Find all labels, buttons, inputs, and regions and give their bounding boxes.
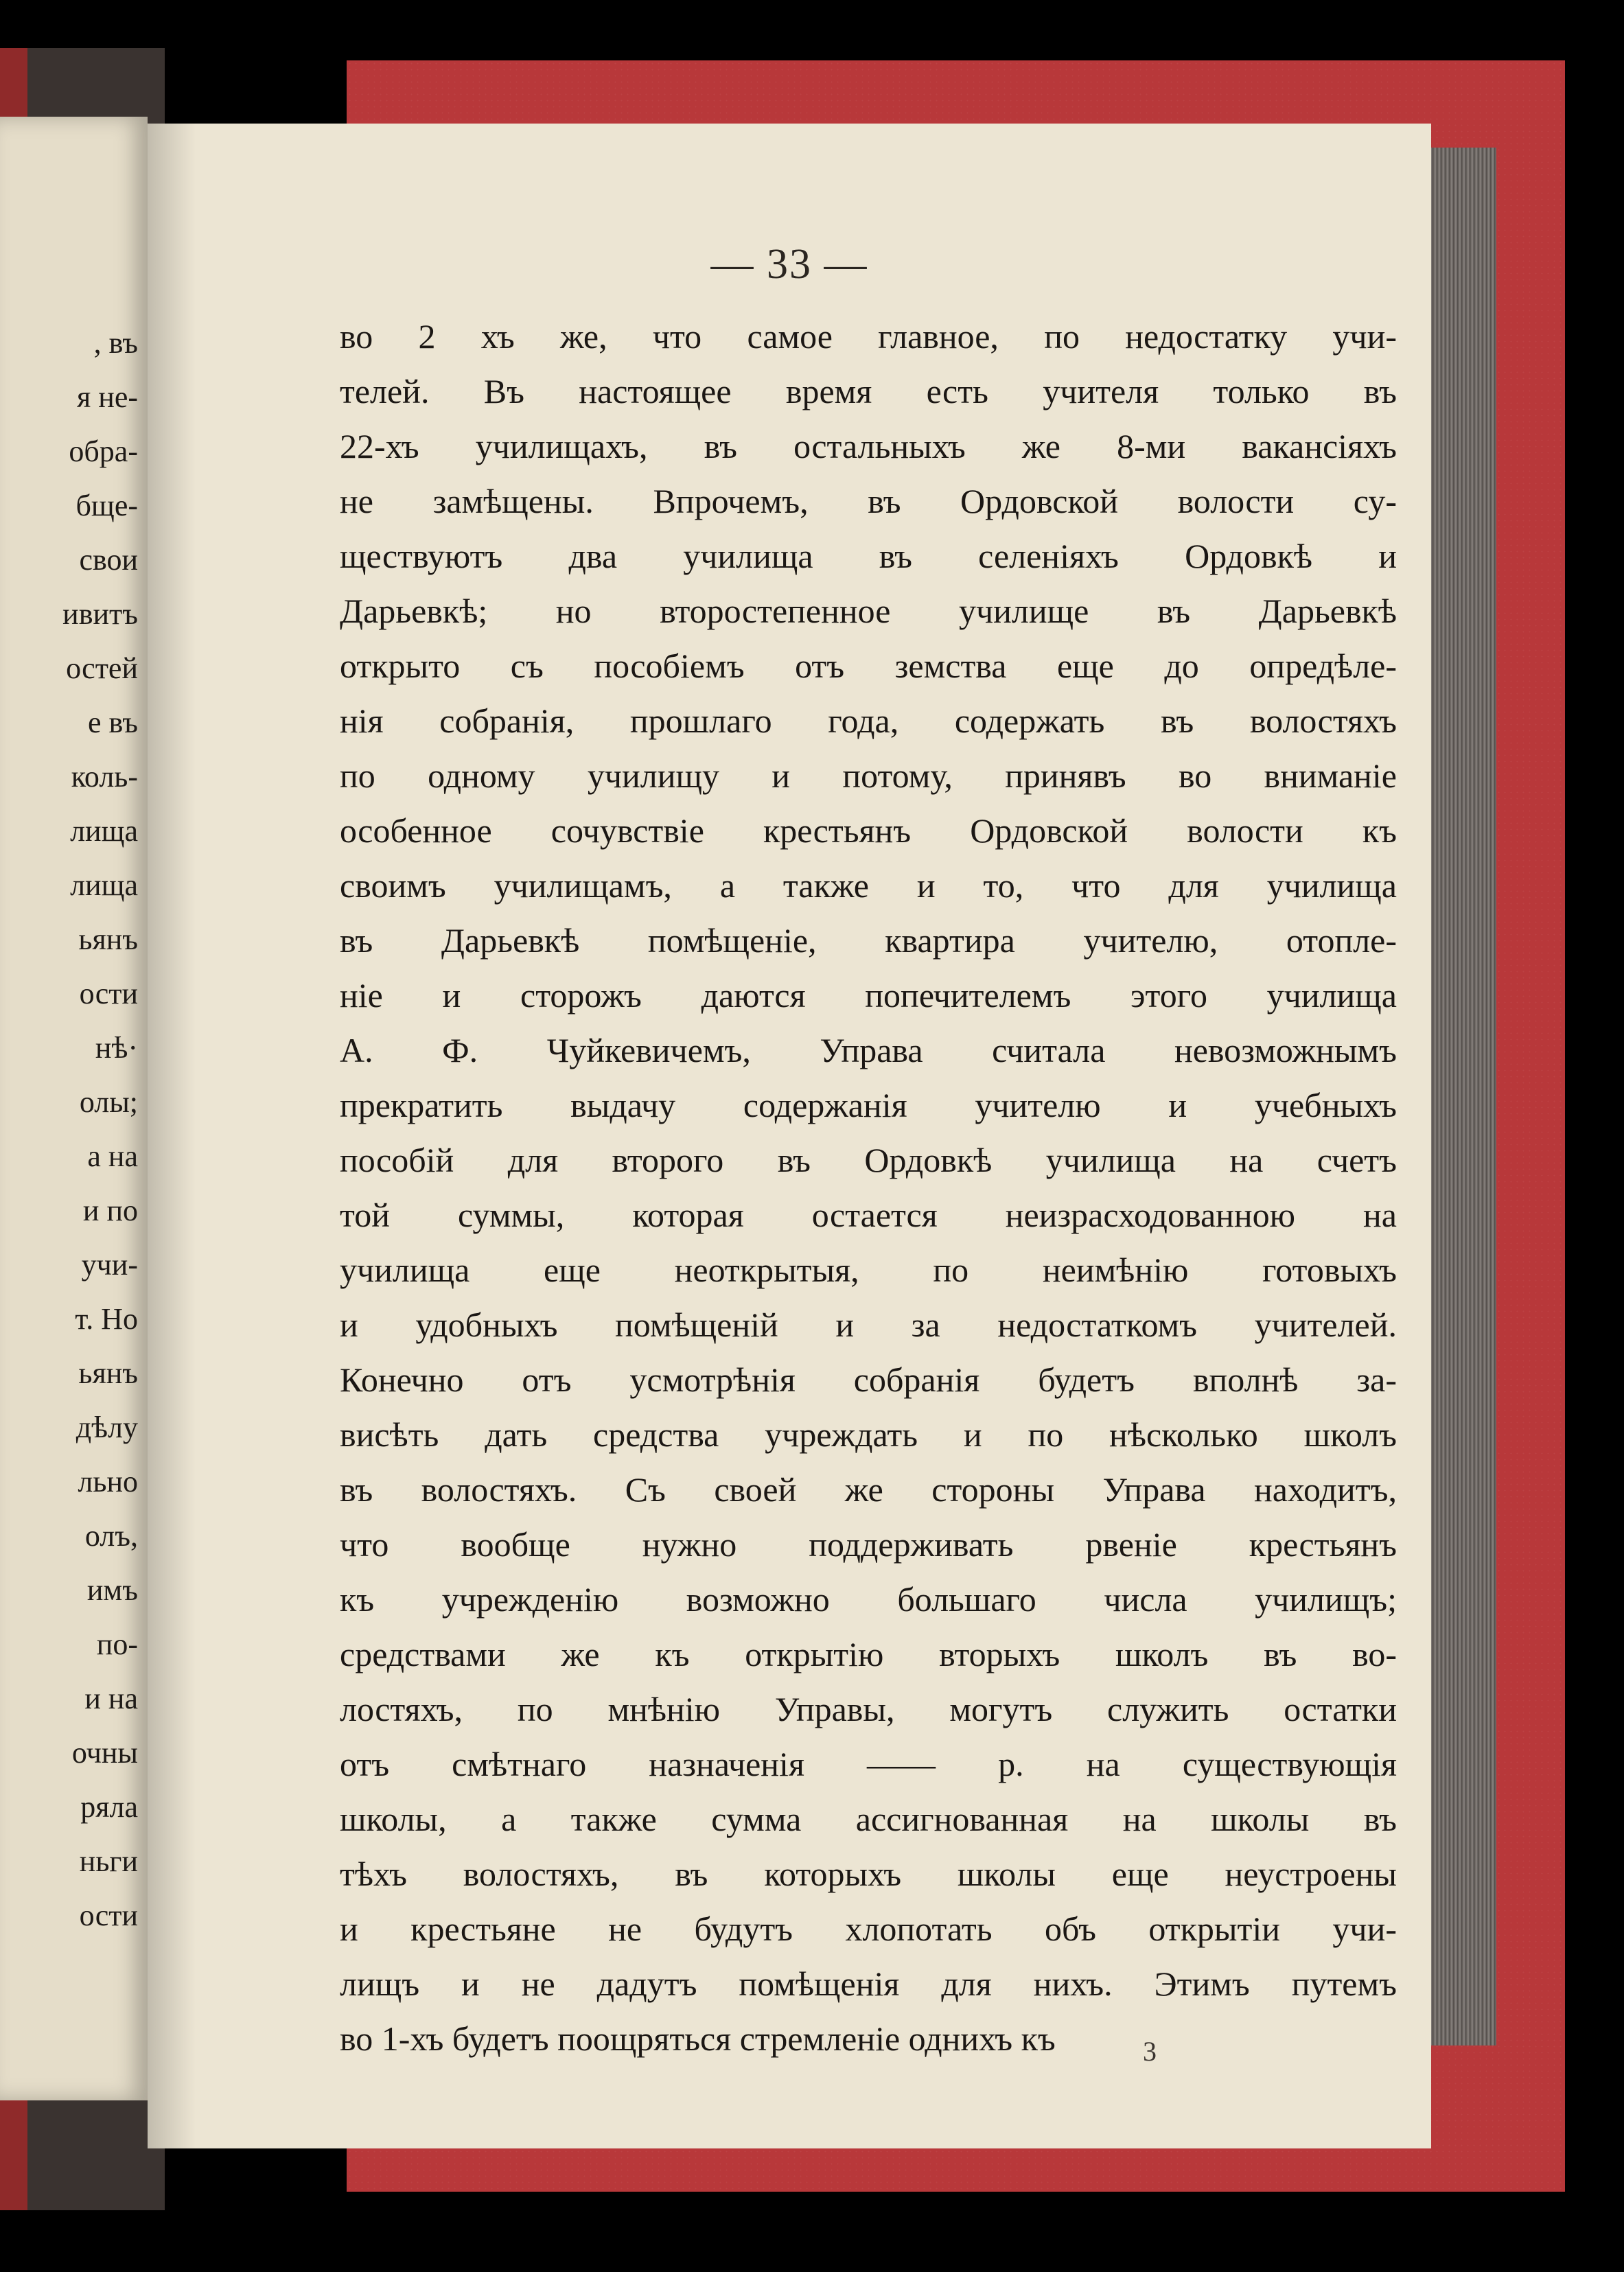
- left-line: олъ,: [84, 1519, 138, 1553]
- text-line: тѣхъ волостяхъ, въ которыхъ школы еще неустроены: [340, 1855, 1397, 1893]
- signature-mark: 3: [1143, 2036, 1157, 2067]
- text-line: и удобныхъ помѣщеній и за недостаткомъ учителей.: [340, 1306, 1397, 1344]
- page-block-edges: [1421, 148, 1496, 2045]
- left-line: очны: [71, 1736, 138, 1770]
- text-line: нія собранія, прошлаго года, содержать въ волостяхъ: [340, 702, 1397, 740]
- text-line: лищъ и не дадутъ помѣщенія для нихъ. Этимъ путемъ: [340, 1964, 1397, 2003]
- left-line: дѣлу: [76, 1411, 138, 1444]
- text-line: средствами же къ открытію вторыхъ школъ въ во-: [340, 1635, 1397, 1673]
- left-line: ости: [79, 977, 138, 1010]
- text-line: лостяхъ, по мнѣнію Управы, могутъ служить остатки: [340, 1690, 1397, 1728]
- left-line: олы;: [79, 1085, 138, 1119]
- left-line: лища: [70, 814, 138, 848]
- text-line: въ Дарьевкѣ помѣщеніе, квартира учителю, отопле-: [340, 921, 1397, 960]
- text-line: 22-хъ училищахъ, въ остальныхъ же 8-ми вакансіяхъ: [340, 427, 1397, 465]
- text-line: и крестьяне не будутъ хлопотать объ открытіи учи-: [340, 1910, 1397, 1948]
- body-text: [340, 309, 1397, 2066]
- left-line: т. Но: [75, 1302, 138, 1336]
- left-line: нѣ·: [95, 1031, 138, 1065]
- text-line: не замѣщены. Впрочемъ, въ Ордовской волости су-: [340, 482, 1397, 520]
- left-line: остей: [66, 651, 138, 685]
- left-line: , въ: [93, 326, 138, 360]
- left-line: льно: [78, 1465, 138, 1498]
- page-number: — 33 —: [710, 241, 868, 288]
- text-line: во 2 хъ же, что самое главное, по недостатку учи-: [340, 317, 1397, 356]
- text-line: училища еще неоткрытыя, по неимѣнію готовыхъ: [340, 1251, 1397, 1289]
- left-line: ьянъ: [78, 923, 138, 956]
- text-line: своимъ училищамъ, а также и то, что для училища: [340, 866, 1397, 905]
- left-line: имъ: [86, 1573, 138, 1607]
- left-page: [0, 117, 148, 2100]
- left-line: а на: [87, 1139, 138, 1173]
- text-line: прекратить выдачу содержанія учителю и учебныхъ: [340, 1086, 1397, 1124]
- text-line: ществуютъ два училища въ селеніяхъ Ордовкѣ и: [340, 537, 1397, 575]
- text-line: во 1-хъ будетъ поощряться стремленіе однихъ къ: [340, 2019, 1056, 2058]
- left-line: бще-: [76, 489, 138, 522]
- text-line: Конечно отъ усмотрѣнія собранія будетъ вполнѣ за-: [340, 1360, 1397, 1399]
- text-line: къ учрежденію возможно большаго числа училищъ;: [340, 1580, 1397, 1619]
- text-line: особенное сочувствіе крестьянъ Ордовской волости къ: [340, 811, 1397, 850]
- left-line: я не-: [77, 380, 138, 414]
- text-line: висѣть дать средства учреждать и по нѣсколько школъ: [340, 1415, 1397, 1454]
- left-line: ости: [79, 1899, 138, 1932]
- text-line: ніе и сторожъ даются попечителемъ этого училища: [340, 976, 1397, 1015]
- text-line: отъ смѣтнаго назначенія —— р. на существующія: [340, 1745, 1397, 1783]
- text-line: Дарьевкѣ; но второстепенное училище въ Дарьевкѣ: [340, 592, 1397, 630]
- text-line: что вообще нужно поддерживать рвеніе крестьянъ: [340, 1525, 1397, 1564]
- text-line: пособій для второго въ Ордовкѣ училища на счетъ: [340, 1141, 1397, 1179]
- left-line: свои: [79, 543, 138, 577]
- text-line: въ волостяхъ. Съ своей же стороны Управа находитъ,: [340, 1470, 1397, 1509]
- left-line: обра-: [69, 434, 138, 468]
- left-line: по-: [96, 1627, 138, 1661]
- text-line: по одному училищу и потому, принявъ во вниманіе: [340, 756, 1397, 795]
- text-line: А. Ф. Чуйкевичемъ, Управа считала невозможнымъ: [340, 1031, 1397, 1069]
- text-line: открыто съ пособіемъ отъ земства еще до опредѣле-: [340, 647, 1397, 685]
- text-line: школы, а также сумма ассигнованная на школы въ: [340, 1800, 1397, 1838]
- left-line: и по: [82, 1194, 138, 1227]
- left-line: ьянъ: [78, 1356, 138, 1390]
- text-line: телей. Въ настоящее время есть учителя только въ: [340, 372, 1397, 410]
- left-line: лища: [70, 868, 138, 902]
- left-line: учи-: [81, 1248, 138, 1282]
- main-page: [148, 124, 1431, 2148]
- left-line: коль-: [71, 760, 138, 793]
- left-line: е въ: [88, 706, 138, 739]
- left-line: и на: [84, 1682, 138, 1715]
- text-line: той суммы, которая остается неизрасходованною на: [340, 1196, 1397, 1234]
- left-line: ивитъ: [62, 597, 138, 631]
- left-line: ньги: [79, 1844, 138, 1878]
- left-line: ряла: [80, 1790, 138, 1824]
- left-page-text: [62, 316, 138, 1943]
